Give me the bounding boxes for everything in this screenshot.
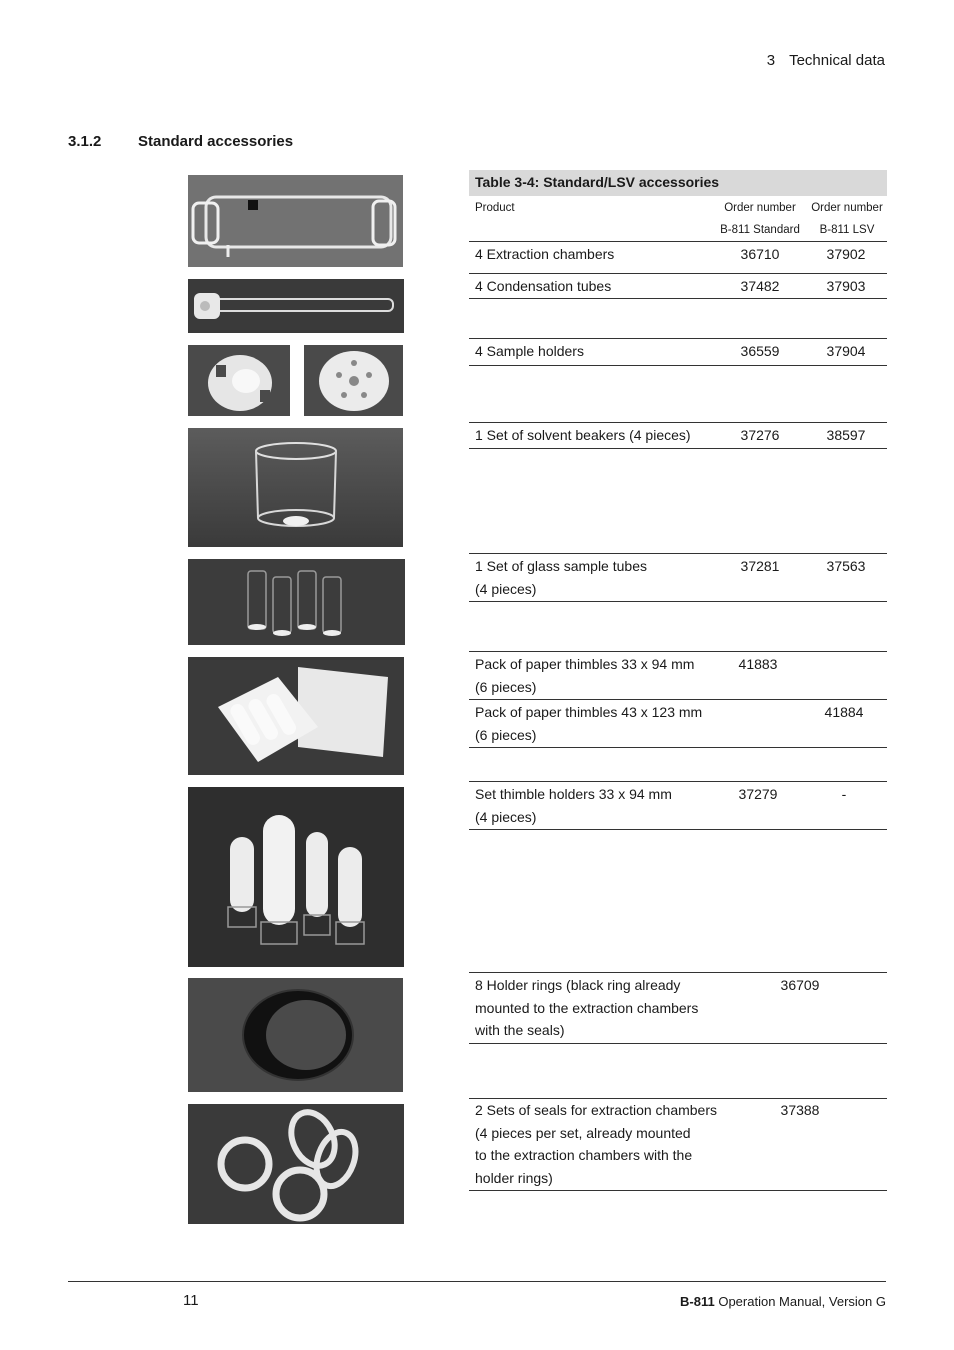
order-number-lsv: 41884 bbox=[824, 704, 864, 720]
product-name: 4 Extraction chambers bbox=[475, 246, 615, 262]
product-name: 4 Condensation tubes bbox=[475, 278, 612, 294]
sample-holder-photo-2 bbox=[304, 345, 403, 416]
footer-manual: Operation Manual, Version G bbox=[718, 1294, 886, 1309]
product-line: Pack of paper thimbles 33 x 94 mm bbox=[475, 656, 695, 672]
col-header-product: Product bbox=[475, 202, 515, 214]
product-line: (4 pieces) bbox=[475, 580, 537, 597]
order-number-lsv: 37904 bbox=[826, 343, 866, 359]
table-rule bbox=[469, 699, 887, 700]
product-line: with the seals) bbox=[475, 1022, 565, 1038]
table-row bbox=[469, 555, 887, 600]
order-number-lsv: 37903 bbox=[826, 278, 866, 294]
product-name bbox=[475, 653, 715, 698]
product-line: (4 pieces per set, already mounted bbox=[475, 1124, 691, 1141]
chapter-number: 3 bbox=[766, 52, 776, 69]
table-row bbox=[469, 653, 887, 698]
section-title: Standard accessories bbox=[138, 133, 294, 150]
product-name bbox=[475, 974, 715, 1042]
product-line: to the extraction chambers with the bbox=[475, 1147, 693, 1163]
table-rule bbox=[469, 273, 887, 274]
product-line: 8 Holder rings (black ring already bbox=[475, 977, 681, 993]
solvent-beaker-photo bbox=[188, 428, 403, 547]
running-header bbox=[600, 52, 885, 69]
order-number-standard: 36710 bbox=[740, 246, 780, 262]
order-number-lsv: 38597 bbox=[826, 427, 866, 443]
condensation-tube-photo bbox=[188, 279, 404, 333]
section-number: 3.1.2 bbox=[68, 133, 102, 150]
order-number-lsv: - bbox=[841, 786, 847, 802]
paper-thimbles-photo bbox=[188, 657, 404, 775]
col-header-lsv-line2: B-811 LSV bbox=[819, 224, 875, 236]
order-number-standard: 37279 bbox=[738, 786, 778, 802]
order-number-standard: 37276 bbox=[740, 427, 780, 443]
product-line: Pack of paper thimbles 43 x 123 mm bbox=[475, 704, 703, 720]
order-number-lsv: 37563 bbox=[826, 558, 866, 574]
table-rule bbox=[469, 1190, 887, 1191]
product-line: mounted to the extraction chambers bbox=[475, 999, 699, 1016]
order-number-standard: 37281 bbox=[740, 558, 780, 574]
order-number-both: 36709 bbox=[780, 977, 820, 993]
seals-photo bbox=[188, 1104, 404, 1224]
table-rule bbox=[469, 338, 887, 339]
extraction-chamber-photo bbox=[188, 175, 403, 267]
table-row bbox=[469, 974, 887, 1042]
order-number-lsv: 37902 bbox=[826, 246, 866, 262]
order-number-standard: 41883 bbox=[738, 656, 778, 672]
col-header-std-line2: B-811 Standard bbox=[720, 224, 800, 236]
thimble-holders-photo bbox=[188, 787, 404, 967]
order-number-standard: 36559 bbox=[740, 343, 780, 359]
glass-sample-tubes-photo bbox=[188, 559, 405, 645]
product-line: 2 Sets of seals for extraction chambers bbox=[475, 1102, 717, 1118]
table-rule bbox=[469, 422, 887, 423]
product-line: (4 pieces) bbox=[475, 808, 537, 825]
table-rule bbox=[469, 781, 887, 782]
footer-rule bbox=[68, 1281, 886, 1282]
sample-holder-photo-1 bbox=[188, 345, 290, 416]
order-number-standard: 37482 bbox=[740, 278, 780, 294]
product-line: (6 pieces) bbox=[475, 678, 537, 695]
table-rule bbox=[469, 553, 887, 554]
holder-ring-photo bbox=[188, 978, 403, 1092]
table-rule bbox=[469, 298, 887, 299]
product-name bbox=[475, 1099, 725, 1189]
table-row bbox=[469, 783, 887, 828]
product-line: 1 Set of glass sample tubes bbox=[475, 558, 647, 574]
table-row bbox=[469, 1099, 887, 1189]
product-name bbox=[475, 701, 715, 746]
chapter-title: Technical data bbox=[789, 52, 885, 69]
footer-manual-title bbox=[600, 1294, 886, 1309]
product-name: 1 Set of solvent beakers (4 pieces) bbox=[475, 427, 691, 443]
table-row bbox=[469, 701, 887, 746]
product-name: 4 Sample holders bbox=[475, 343, 584, 359]
col-header-std-line1: Order number bbox=[724, 202, 796, 214]
table-rule bbox=[469, 601, 887, 602]
table-rule bbox=[469, 241, 887, 242]
page-number: 11 bbox=[183, 1292, 199, 1309]
product-line: (6 pieces) bbox=[475, 726, 537, 743]
footer-product: B-811 bbox=[680, 1294, 715, 1309]
col-header-lsv-line1: Order number bbox=[811, 202, 883, 214]
table-rule bbox=[469, 651, 887, 652]
product-name bbox=[475, 783, 715, 828]
table-rule bbox=[469, 448, 887, 449]
order-number-both: 37388 bbox=[780, 1102, 820, 1118]
product-line: holder rings) bbox=[475, 1169, 553, 1186]
table-rule bbox=[469, 747, 887, 748]
table-rule bbox=[469, 829, 887, 830]
product-name bbox=[475, 555, 715, 600]
table-caption: Table 3-4: Standard/LSV accessories bbox=[469, 170, 887, 196]
table-rule bbox=[469, 1043, 887, 1044]
product-line: Set thimble holders 33 x 94 mm bbox=[475, 786, 672, 802]
table-rule bbox=[469, 972, 887, 973]
table-rule bbox=[469, 365, 887, 366]
